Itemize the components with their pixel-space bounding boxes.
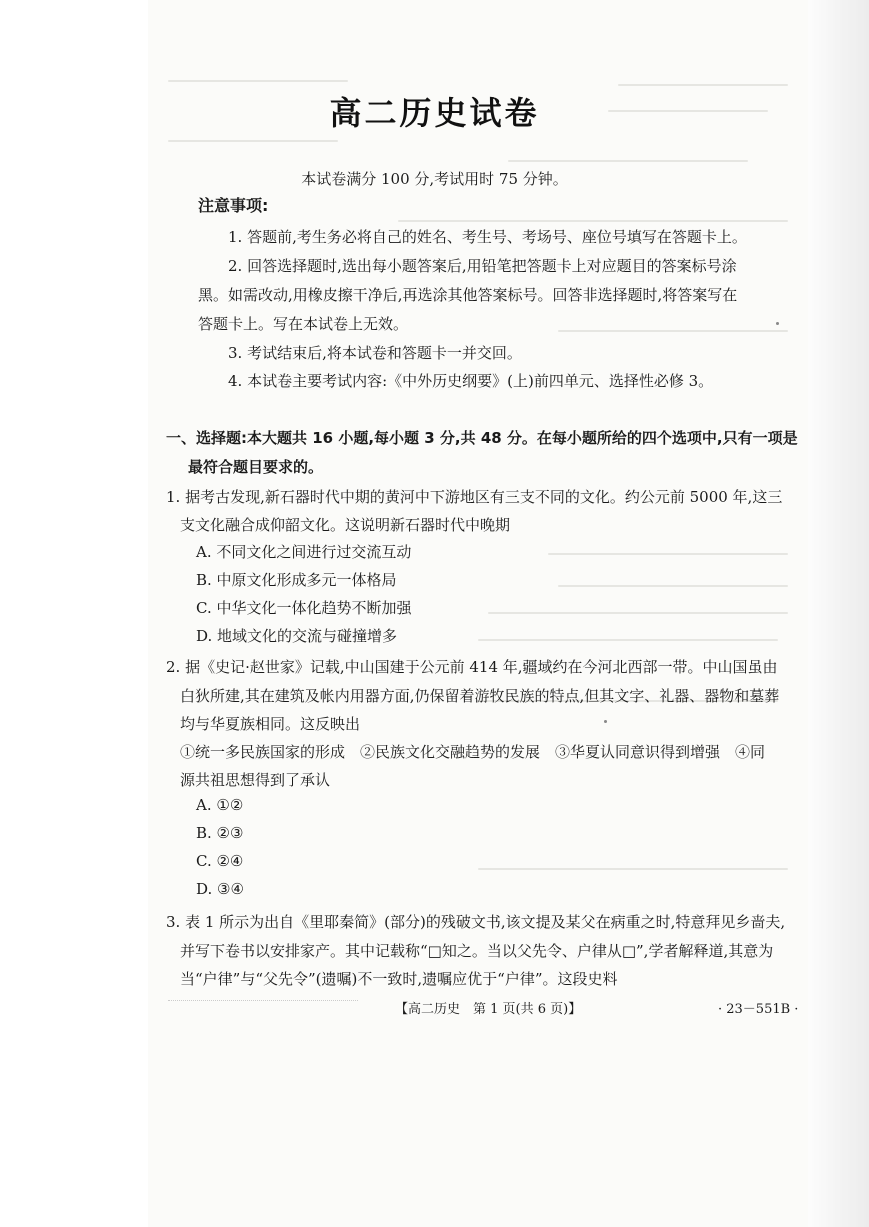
notice-item: 4. 本试卷主要考试内容:《中外历史纲要》(上)前四单元、选择性必修 3。 [228,372,714,390]
bleed-through-mark [488,612,788,614]
bleed-through-mark [398,220,788,222]
bleed-through-mark [558,585,788,587]
notice-item: 2. 回答选择题时,选出每小题答案后,用铅笔把答题卡上对应题目的答案标号涂 [228,257,737,275]
question-2-text: 2. 据《史记·赵世家》记载,中山国建于公元前 414 年,疆域约在今河北西部一带。中山国虽由 [166,658,778,676]
page-footer: 【高二历史 第 1 页(共 6 页)】 [395,1002,582,1017]
section-heading-line: 一、选择题:本大题共 16 小题,每小题 3 分,共 48 分。在每小题所给的四个选项中,只有一项是 [166,429,798,447]
question-2-text: 均与华夏族相同。这反映出 [180,715,361,733]
bleed-through-mark [558,330,788,332]
question-2-statements: ①统一多民族国家的形成 ②民族文化交融趋势的发展 ③华夏认同意识得到增强 ④同 [180,743,766,761]
question-2-option-b: B. ②③ [196,824,244,842]
question-3-text: 3. 表 1 所示为出自《里耶秦简》(部分)的残破文书,该文提及某父在病重之时,特意拜见乡啬夫, [166,913,786,931]
bleed-through-mark [168,140,338,142]
exam-subtitle: 本试卷满分 100 分,考试用时 75 分钟。 [301,170,568,188]
exam-title: 高二历史试卷 [329,94,540,132]
question-1-option-d: D. 地域文化的交流与碰撞增多 [196,627,398,645]
question-1-option-c: C. 中华文化一体化趋势不断加强 [196,599,412,617]
bleed-through-mark [168,80,348,82]
bleed-through-mark [478,868,788,870]
scan-speck [776,322,779,325]
section-heading-line: 最符合题目要求的。 [188,458,324,476]
notice-item: 黑。如需改动,用橡皮擦干净后,再选涂其他答案标号。回答非选择题时,将答案写在 [198,286,738,304]
question-2-option-a: A. ①② [196,796,244,814]
question-1-option-b: B. 中原文化形成多元一体格局 [196,571,397,589]
question-1-text: 支文化融合成仰韶文化。这说明新石器时代中晚期 [180,516,511,534]
question-1-option-a: A. 不同文化之间进行过交流互动 [196,543,412,561]
question-2-statements: 源共祖思想得到了承认 [180,771,331,789]
question-3-text: 并写下卷书以安排家产。其中记载称“□知之。当以父先令、户律从□”,学者解释道,其意为 [180,942,774,960]
notice-item: 1. 答题前,考生务必将自己的姓名、考生号、考场号、座位号填写在答题卡上。 [228,228,747,246]
scan-speck [604,720,607,723]
bleed-through-mark [548,553,788,555]
footer-dotted-line [168,1000,358,1002]
notice-item: 3. 考试结束后,将本试卷和答题卡一并交回。 [228,344,522,362]
question-2-option-c: C. ②④ [196,852,244,870]
question-2-text: 白狄所建,其在建筑及帐内用器方面,仍保留着游牧民族的特点,但其文字、礼器、器物和墓葬 [180,687,780,705]
section-heading [166,424,806,482]
paper-code: · 23－551B · [718,1002,799,1017]
question-1-text: 1. 据考古发现,新石器时代中期的黄河中下游地区有三支不同的文化。约公元前 5000 年,这三 [166,488,783,506]
bleed-through-mark [508,160,748,162]
bleed-through-mark [618,84,788,86]
notice-heading: 注意事项: [198,196,269,215]
bleed-through-mark [478,639,778,641]
question-3-text: 当“户律”与“父先令”(遗嘱)不一致时,遗嘱应优于“户律”。这段史料 [180,970,618,988]
notice-item: 答题卡上。写在本试卷上无效。 [198,315,409,333]
question-2-option-d: D. ③④ [196,880,244,898]
